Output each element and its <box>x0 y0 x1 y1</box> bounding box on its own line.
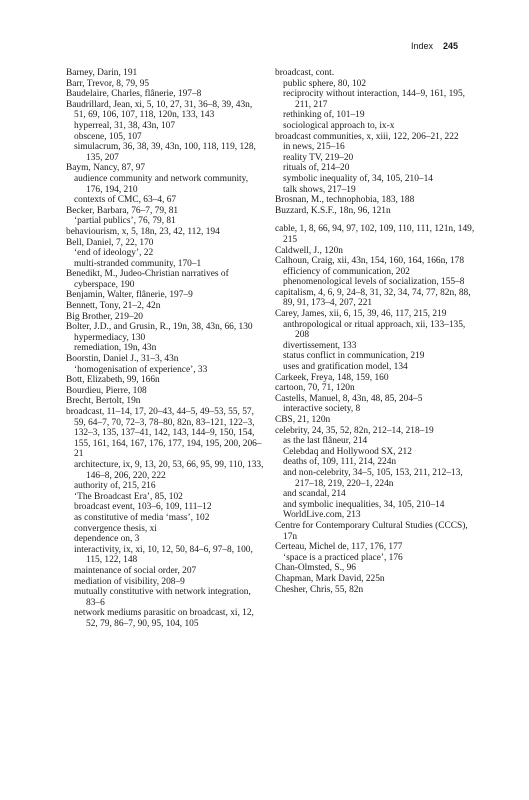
index-subentry: divertissement, 133 <box>283 340 357 351</box>
index-subentry: talk shows, 217–19 <box>283 184 356 195</box>
index-entry: Benjamin, Walter, flânerie, 197–9 <box>66 290 193 301</box>
index-subentry: efficiency of communication, 202 <box>283 266 410 277</box>
index-entry: CBS, 21, 120n <box>275 415 331 425</box>
index-column-left <box>66 68 266 629</box>
index-entry: Calhoun, Craig, xii, 43n, 154, 160, 164, 166n, 178 <box>275 256 465 267</box>
index-entry: Castells, Manuel, 8, 43n, 48, 85, 204–5 <box>275 393 423 404</box>
index-subentry: WorldLive.com, 213 <box>283 510 361 521</box>
index-subentry: deaths of, 109, 111, 214, 224n <box>283 457 397 468</box>
index-entry: broadcast, cont. <box>275 68 335 78</box>
index-subentry: mediation of visibility, 208–9 <box>74 576 185 587</box>
index-entry: Barr, Trevor, 8, 79, 95 <box>66 78 150 89</box>
running-header <box>411 41 458 51</box>
index-subentry: ‘The Broadcast Era’, 85, 102 <box>74 491 183 502</box>
index-subentry: multi-stranded community, 170–1 <box>74 258 202 269</box>
index-subentry: public sphere, 80, 102 <box>283 78 367 89</box>
index-subentry: maintenance of social order, 207 <box>74 565 197 576</box>
index-entry: Big Brother, 219–20 <box>66 311 143 322</box>
index-subentry: broadcast event, 103–6, 109, 111–12 <box>74 502 212 513</box>
index-entry: cartoon, 70, 71, 120n <box>275 383 355 394</box>
index-entry: Baudrillard, Jean, xi, 5, 10, 27, 31, 36–8, 39, 43n, 51, 69, 106, 107, 118, 120n, 133, 143 <box>66 99 253 121</box>
index-entry: Bennett, Tony, 21–2, 42n <box>66 301 161 312</box>
index-subentry: dependence on, 3 <box>74 534 140 545</box>
index-subentry: status conflict in communication, 219 <box>283 351 425 362</box>
index-subentry: reality TV, 219–20 <box>283 152 354 163</box>
index-subentry: sociological approach to, ix-x <box>283 120 395 131</box>
index-entry: Carey, James, xii, 6, 15, 39, 46, 117, 215, 219 <box>275 309 447 320</box>
index-subentry: obscene, 105, 107 <box>74 131 142 142</box>
index-subentry: uses and gratification model, 134 <box>283 362 408 373</box>
index-entry: broadcast communities, x, xiii, 122, 206–21, 222 <box>275 131 459 142</box>
index-subentry: authority of, 215, 216 <box>74 481 156 492</box>
index-subentry: reciprocity without interaction, 144–9, 161, 195, 211, 217 <box>283 89 465 110</box>
index-entry: Benedikt, M., Judeo-Christian narratives of cyberspace, 190 <box>66 269 229 290</box>
index-entry: Bourdieu, Pierre, 108 <box>66 385 147 396</box>
index-subentry: phenomenological levels of socialization, 155–8 <box>283 277 465 288</box>
index-subentry: ‘partial publics’, 76, 79, 81 <box>74 216 176 227</box>
index-subentry: rethinking of, 101–19 <box>283 110 365 121</box>
index-subentry: remediation, 19n, 43n <box>74 343 157 354</box>
index-entry: Barney, Darin, 191 <box>66 68 138 78</box>
index-subentry: architecture, ix, 9, 13, 20, 53, 66, 95, 99, 110, 133, 146–8, 206, 220, 222 <box>74 459 264 481</box>
index-subentry: network mediums parasitic on broadcast, xi, 12, 52, 79, 86–7, 90, 95, 104, 105 <box>74 608 254 629</box>
index-entry: Carkeek, Freya, 148, 159, 160 <box>275 372 389 383</box>
index-entry: Bolter, J.D., and Grusin, R., 19n, 38, 43n, 66, 130 <box>66 322 253 333</box>
index-entry: behaviourism, x, 5, 18n, 23, 42, 112, 194 <box>66 226 220 237</box>
index-entry: Bell, Daniel, 7, 22, 170 <box>66 237 154 248</box>
index-subentry: symbolic inequality of, 34, 105, 210–14 <box>283 173 433 184</box>
index-entry: celebrity, 24, 35, 52, 82n, 212–14, 218–19 <box>275 425 434 436</box>
index-entry: Chan-Olmsted, S., 96 <box>275 563 356 574</box>
index-entry: Brecht, Bertolt, 19n <box>66 396 141 407</box>
index-entry: Boorstin, Daniel J., 31–3, 43n <box>66 354 179 365</box>
index-subentry: anthropological or ritual approach, xii, 133–135, 208 <box>283 319 466 341</box>
index-entry: Becker, Barbara, 76–7, 79, 81 <box>66 205 179 216</box>
index-subentry: and non-celebrity, 34–5, 105, 153, 211, 212–13, 217–18, 219, 220–1, 224n <box>283 467 463 489</box>
index-subentry: ‘end of ideology’, 22 <box>74 248 154 259</box>
index-entry: broadcast, 11–14, 17, 20–43, 44–5, 49–53, 55, 57, 59, 64–7, 70, 72–3, 78–80, 82n, 83–121, 122–3, 132–3, 135, 137–41, 142, 143, 144–9, 150, 154, 155, 161, 164, 167, 176, 177, 194, 195, 200, 206–21 <box>66 407 262 460</box>
page-number: 245 <box>442 41 458 51</box>
index-subentry: mutually constitutive with network integration, 83–6 <box>74 587 251 608</box>
index-subentry: and scandal, 214 <box>283 489 346 500</box>
index-entry: Bott, Elizabeth, 99, 166n <box>66 375 160 386</box>
index-entry: Buzzard, K.S.F., 18n, 96, 121n <box>275 205 391 216</box>
index-subentry: Celebdaq and Hollywood SX, 212 <box>283 446 412 457</box>
header-section: Index <box>410 41 433 51</box>
index-subentry: convergence thesis, xi <box>74 523 157 534</box>
index-subentry: ‘homogenisation of experience’, 33 <box>74 364 208 375</box>
index-subentry: ‘space is a practiced place’, 176 <box>283 552 403 563</box>
index-entry: Chapman, Mark David, 225n <box>275 573 385 584</box>
index-subentry: as the last flâneur, 214 <box>283 436 368 447</box>
index-entry: Chesher, Chris, 55, 82n <box>275 584 364 595</box>
index-entry: Baudelaire, Charles, flânerie, 197–8 <box>66 89 202 100</box>
index-subentry: audience community and network community, 176, 194, 210 <box>74 173 249 195</box>
index-entry: Brosnan, M., technophobia, 183, 188 <box>275 195 415 206</box>
index-subentry: interactivity, ix, xi, 10, 12, 50, 84–6, 97–8, 100, 115, 122, 148 <box>74 544 253 566</box>
index-subentry: as constitutive of media ‘mass’, 102 <box>74 512 210 523</box>
index-entry: Caldwell, J., 120n <box>275 245 343 256</box>
index-column-right <box>275 68 475 595</box>
index-subentry: in news, 215–16 <box>283 142 345 153</box>
index-subentry: interactive society, 8 <box>283 404 361 415</box>
index-subentry: hyperreal, 31, 38, 43n, 107 <box>74 120 176 131</box>
index-subentry: and symbolic inequalities, 34, 105, 210–14 <box>283 499 445 510</box>
index-entry: Centre for Contemporary Cultural Studies (CCCS), 17n <box>275 520 468 542</box>
index-entry: cable, 1, 8, 66, 94, 97, 102, 109, 110, 111, 121n, 149, 215 <box>275 224 475 245</box>
index-entry: capitalism, 4, 6, 9, 24–8, 31, 32, 34, 74, 77, 82n, 88, 89, 91, 173–4, 207, 221 <box>275 287 471 309</box>
index-subentry: rituals of, 214–20 <box>283 163 350 174</box>
index-entry: Certeau, Michel de, 117, 176, 177 <box>275 542 403 553</box>
index-subentry: simulacrum, 36, 38, 39, 43n, 100, 118, 119, 128, 135, 207 <box>74 142 256 163</box>
index-subentry: hypermediacy, 130 <box>74 332 146 343</box>
index-entry: Baym, Nancy, 87, 97 <box>66 163 146 174</box>
index-subentry: contexts of CMC, 63–4, 67 <box>74 195 177 206</box>
